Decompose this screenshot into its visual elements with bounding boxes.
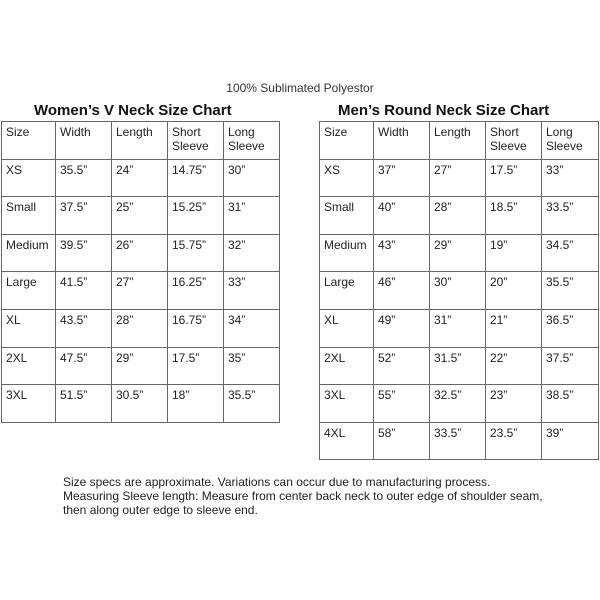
men-cell-length: 31.5” [430,347,486,385]
women-header-long-sleeve [224,122,280,160]
footnote-line-1: Size specs are approximate. Variations can occur due to manufacturing process. [63,475,491,489]
women-table-row [2,197,280,235]
men-cell-width: 52” [374,347,430,385]
women-cell-long-sleeve: 30” [224,159,280,197]
women-header-size-line1: Size [6,125,30,139]
men-cell-length: 29” [430,234,486,272]
men-cell-width: 46” [374,272,430,310]
men-cell-size: XS [320,159,374,197]
men-cell-short-sleeve: 19” [486,234,542,272]
women-table-row [2,347,280,385]
men-cell-long-sleeve: 33” [542,159,599,197]
men-cell-long-sleeve: 33.5” [542,197,599,235]
women-header-short-sleeve [168,122,224,160]
women-cell-length: 30.5” [112,385,168,423]
material-subtitle: 100% Sublimated Polyestor [226,81,374,95]
women-cell-width: 41.5” [56,272,112,310]
men-header-length-line1: Length [434,125,471,139]
women-table-row [2,234,280,272]
men-header-length [430,122,486,160]
men-size-table [319,121,599,460]
women-cell-length: 29” [112,347,168,385]
men-cell-long-sleeve: 38.5” [542,385,599,423]
footnote-line-2: Measuring Sleeve length: Measure from center back neck to outer edge of shoulder seam, [63,489,543,503]
men-table-row [320,309,599,347]
women-header-width-line1: Width [60,125,91,139]
women-header-short-sleeve-line1: Short [172,125,201,139]
men-header-short-sleeve-line2: Sleeve [490,139,527,153]
men-cell-short-sleeve: 22” [486,347,542,385]
men-table-row [320,159,599,197]
men-cell-width: 49” [374,309,430,347]
men-cell-long-sleeve: 39” [542,422,599,460]
women-cell-width: 51.5” [56,385,112,423]
men-cell-short-sleeve: 23” [486,385,542,423]
women-cell-width: 47.5” [56,347,112,385]
men-cell-size: 4XL [320,422,374,460]
men-cell-short-sleeve: 18.5” [486,197,542,235]
men-header-short-sleeve-line1: Short [490,125,519,139]
women-cell-size: XL [2,309,56,347]
men-cell-width: 37” [374,159,430,197]
men-cell-length: 30” [430,272,486,310]
men-table-row [320,234,599,272]
men-header-width [374,122,430,160]
women-table-row [2,385,280,423]
women-cell-short-sleeve: 16.25” [168,272,224,310]
men-cell-long-sleeve: 35.5” [542,272,599,310]
men-header-long-sleeve-line2: Sleeve [546,139,583,153]
women-cell-short-sleeve: 16.75” [168,309,224,347]
women-cell-short-sleeve: 17.5” [168,347,224,385]
women-table-row [2,159,280,197]
men-chart-title: Men’s Round Neck Size Chart [338,102,550,119]
men-cell-short-sleeve: 21” [486,309,542,347]
women-cell-long-sleeve: 32” [224,234,280,272]
women-cell-width: 39.5” [56,234,112,272]
women-cell-short-sleeve: 15.75” [168,234,224,272]
women-header-size [2,122,56,160]
women-cell-size: Small [2,197,56,235]
women-cell-short-sleeve: 15.25” [168,197,224,235]
footnote-line-3: then along outer edge to sleeve end. [63,503,258,517]
women-cell-size: 3XL [2,385,56,423]
women-cell-long-sleeve: 33” [224,272,280,310]
women-cell-long-sleeve: 35” [224,347,280,385]
women-cell-length: 28” [112,309,168,347]
women-cell-long-sleeve: 35.5” [224,385,280,423]
men-table-row [320,197,599,235]
men-cell-width: 43” [374,234,430,272]
footnote [63,475,593,517]
women-chart-title: Women’s V Neck Size Chart [34,102,232,119]
women-cell-length: 27” [112,272,168,310]
women-cell-length: 24” [112,159,168,197]
women-cell-width: 35.5” [56,159,112,197]
women-cell-short-sleeve: 18” [168,385,224,423]
men-cell-size: 3XL [320,385,374,423]
women-cell-size: Medium [2,234,56,272]
men-cell-short-sleeve: 17.5” [486,159,542,197]
men-cell-length: 31” [430,309,486,347]
men-cell-short-sleeve: 20” [486,272,542,310]
men-cell-size: Medium [320,234,374,272]
men-cell-long-sleeve: 34.5” [542,234,599,272]
men-header-long-sleeve-line1: Long [546,125,573,139]
men-cell-size: Large [320,272,374,310]
men-cell-short-sleeve: 23.5” [486,422,542,460]
men-cell-length: 28” [430,197,486,235]
men-table-row [320,272,599,310]
men-cell-width: 55” [374,385,430,423]
women-cell-length: 26” [112,234,168,272]
men-header-long-sleeve [542,122,599,160]
women-header-row [2,122,280,160]
men-header-size [320,122,374,160]
women-table-row [2,309,280,347]
women-size-table [1,121,280,423]
men-cell-size: XL [320,309,374,347]
women-header-width [56,122,112,160]
men-table-row [320,385,599,423]
men-cell-size: 2XL [320,347,374,385]
women-header-length-line1: Length [116,125,153,139]
women-cell-length: 25” [112,197,168,235]
men-table-row [320,422,599,460]
men-cell-width: 58” [374,422,430,460]
women-cell-size: Large [2,272,56,310]
men-cell-size: Small [320,197,374,235]
men-table-row [320,347,599,385]
women-cell-long-sleeve: 34” [224,309,280,347]
men-cell-long-sleeve: 37.5” [542,347,599,385]
women-header-long-sleeve-line2: Sleeve [228,139,265,153]
men-cell-length: 27” [430,159,486,197]
men-cell-width: 40” [374,197,430,235]
women-cell-size: XS [2,159,56,197]
men-cell-long-sleeve: 36.5” [542,309,599,347]
women-cell-size: 2XL [2,347,56,385]
men-header-short-sleeve [486,122,542,160]
women-cell-width: 37.5” [56,197,112,235]
women-cell-width: 43.5” [56,309,112,347]
women-cell-long-sleeve: 31” [224,197,280,235]
women-table-row [2,272,280,310]
women-header-long-sleeve-line1: Long [228,125,255,139]
women-header-short-sleeve-line2: Sleeve [172,139,209,153]
men-header-width-line1: Width [378,125,409,139]
women-cell-short-sleeve: 14.75” [168,159,224,197]
men-header-size-line1: Size [324,125,348,139]
men-cell-length: 33.5” [430,422,486,460]
men-cell-length: 32.5” [430,385,486,423]
women-header-length [112,122,168,160]
men-header-row [320,122,599,160]
